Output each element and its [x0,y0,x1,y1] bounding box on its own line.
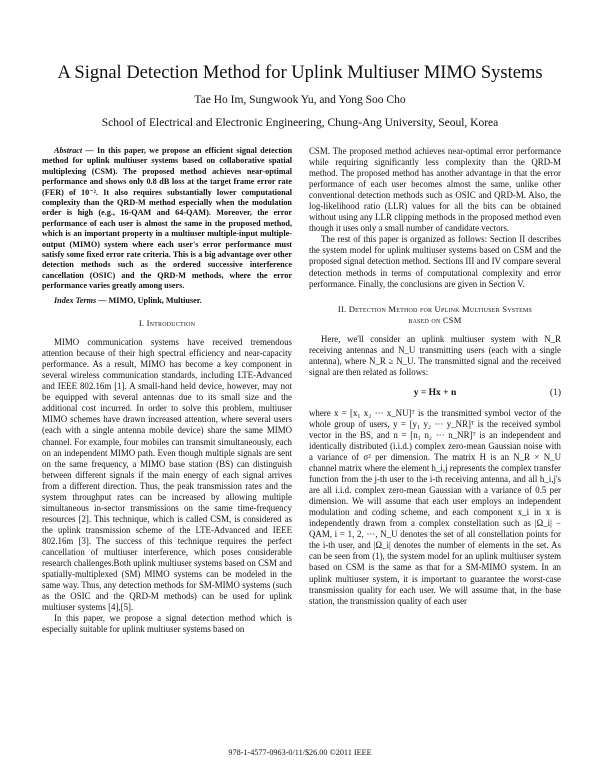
index-terms-text: — MIMO, Uplink, Multiuser. [98,295,202,305]
equation-1 [309,387,561,399]
paper-title: A Signal Detection Method for Uplink Multiuser MIMO Systems [57,63,543,83]
intro-paragraph-1: MIMO communication systems have received tremendous attention because of their high spectral efficiency and near-capacity performance. As a result, MIMO has become a key component in several wireless communication standards, including LTE-Advanced and IEEE 802.16m [1]. A small-hand held device, however, may not be equipped with several antennas due to its small size and the additional cost incurred. In order to solve this problem, multiuser MIMO schemes have drawn increased attention, where several users (each with a single antenna mobile device) share the same MIMO channel. For example, four mobiles can transmit simultaneously, each on an independent MIMO path. Even though multiple signals are sent on the same frequency, a MIMO base station (BS) can distinguish between different signals if the main energy of each signal arrives from a different direction. Thus, the peak transmission rates and the system throughput rates can be increased by allowing multiple simultaneous in-sector transmissions on the same time-frequency resources [2]. This technique, which is called CSM, is considered as the uplink transmission scheme of the LTE-Advanced and IEEE 802.16m [3]. The success of this technique requires the perfect cancellation of multiuser interference, which poses considerable research challenges.Both uplink multiuser systems based on CSM and spatially-multiplexed (SM) MIMO systems can be modeled in the same way. Thus, any detection methods for SM-MIMO systems (such as the OSIC and the QRD-M methods) can be used for uplink multiuser systems [4],[5]. [42,337,292,613]
variable-definitions-paragraph: where x = [x₁ x₂ ··· x_NU]ᵀ is the transmitted symbol vector of the whole group of users, y = [y₁ y₂ ··· y_NR]ᵀ is the received symbol vector in the BS, and n = [n₁ n₂ ··· n_NR]ᵀ is an independent and identically distributed (i.i.d.) complex zero-mean Gaussian noise with a variance of σ² per dimension. The matrix H is an N_R × N_U channel matrix where the element h_i,j represents the complex transfer function from the j-th user to the i-th receiving antenna, and all h_i,j's are all i.i.d. complex zero-mean Gaussian with a variance of 0.5 per dimension. We will assume that each user employs an independent modulation and coding scheme, and each component x_i in x is independently drawn from a complex constellation such as |Ω_i| − QAM, i = 1, 2, ···, N_U denotes the set of all constellation points for the i-th user, and |Ω_i| denotes the number of elements in the set. As can be seen from (1), the system model for an uplink multiuser system based on CSM is the same as that for a SM-MIMO system. In an uplink multiuser system, it is important to guarantee the worst-case transmission quality for each user. We will assume that, in the base station, the transmission quality of each user [309,407,561,606]
author-list: Tae Ho Im, Sungwook Yu, and Yong Soo Cho [194,94,406,106]
section-heading-introduction: I. Introduction [138,318,196,329]
section-heading-line-1: II. Detection Method for Uplink Multiuser Systems [337,303,533,314]
system-model-paragraph: Here, we'll consider an uplink multiuser system with N_R receiving antennas and N_U transmitting users (each with a single antenna), where N_R ≥ N_U. The transmitted signal and the received signal are then related as follows: [309,333,561,377]
abstract [42,146,292,292]
section-heading-detection-method [309,304,561,326]
intro-paragraph-2: In this paper, we propose a signal detection method which is especially suitable for uplink multiuser systems based on [42,613,292,635]
index-terms-label: Index Terms [54,295,97,305]
copyright-footer: 978-1-4577-0963-0/11/$26.00 ©2011 IEEE [228,748,372,757]
abstract-label: Abstract [54,146,83,155]
index-terms [42,296,292,306]
organization-paragraph: The rest of this paper is organized as follows: Section II describes the system model for uplink multiuser systems based on CSM and the proposed signal detection method. Sections III and IV compare several detection methods in terms of computational complexity and error performance. Finally, the conclusions are given in Section V. [309,234,561,289]
section-heading-line-2: based on CSM [408,314,462,325]
equation-number: (1) [549,387,561,398]
affiliation: School of Electrical and Electronic Engineering, Chung-Ang University, Seoul, Korea [101,117,499,129]
equation-body: y = Hx + n [413,387,457,398]
left-column [42,146,292,635]
abstract-text: — In this paper, we propose an efficient signal detection method for uplink multiuser systems based on collaborative spatial multiplexing (CSM). The proposed method achieves near-optimal performance and shows only 0.8 dB loss at the target frame error rate (FER) of 10⁻². It also requires substantially lower computational complexity than the QRD-M method especially when the modulation order is high (e.g., 16-QAM and 64-QAM). Moreover, the error performance of each user is almost the same in the proposed method, which is an important property in a multiuser multiple-input multiple-output (MIMO) system where each user's error performance must satisfy some fixed error rate criteria. This is a big advantage over other detection methods such as the ordered successive interference cancellation (OSIC) and the QRD-M methods, where the error performance varies greatly among users. [42,146,293,291]
right-column [309,146,561,607]
intro-paragraph-continued: CSM. The proposed method achieves near-optimal error performance while requiring significantly less complexity than the QRD-M method. The proposed method has another advantage in that the error performance of each user becomes almost the same, unlike other conventional detection methods such as OSIC and QRD-M. Also, the log-likelihood ratio (LLR) values for all the bits can be obtained without using any LLR clipping methods in the proposed method even though it uses only a small number of candidate vectors. [309,146,561,234]
